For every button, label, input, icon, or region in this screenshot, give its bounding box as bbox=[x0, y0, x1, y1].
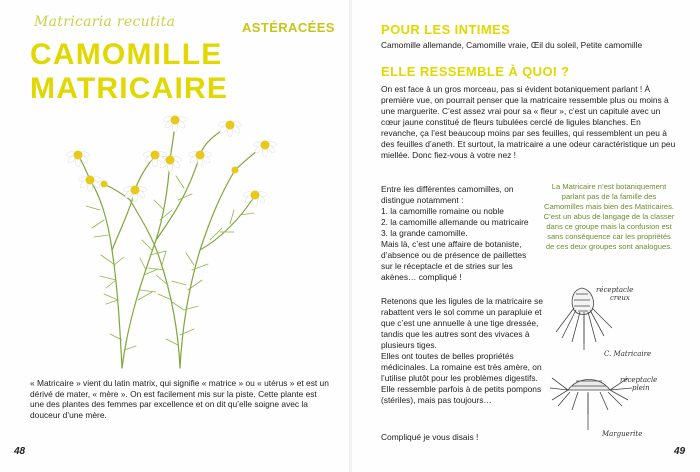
label-receptacle-creux: réceptacle creux bbox=[596, 286, 634, 302]
ligules-paragraph: Retenons que les ligules de la matricaire se rabattent vers le sol comme un parapluie et que c’est une annuelle à une tige dressée, tandis que les autres sont des vivaces à plusieurs tiges. bbox=[381, 296, 544, 350]
label-receptacle-plein: réceptacle plein bbox=[620, 376, 658, 392]
book-gutter bbox=[349, 0, 352, 472]
camomilles-intro: Entre les différentes camomilles, on distingue notamment : bbox=[381, 184, 514, 205]
camomilles-section bbox=[381, 184, 531, 283]
list-item: 2. la camomille allemande ou matricaire bbox=[381, 217, 529, 227]
ressemble-text: On est face à un gros morceau, pas si évident botaniquement parlant ! À première vue, on pourrait penser que la matricaire ressemble plus ou moins à une marguerite. C’est assez vrai pour sa « fleur », c’est un capitule avec un cœur jaune constitué de fleurs tubulées cerclé de ligules blanches. En revanche, ça l’est beaucoup moins par ses feuilles, qui ressemblent un peu à des feuilles d’aneth. Et surtout, la matricaire a une odeur caractéristique un peu miellée. Donc fiez-vous à votre nez ! bbox=[381, 84, 676, 160]
title-line-1: CAMOMILLE bbox=[30, 38, 223, 71]
intro-paragraph: « Matricaire » vient du latin matrix, qui signifie « matrice » ou « utérus » et est un dérivé de mater, « mère ». On est facilement mis sur la piste. Cette plante est une des plantes des femmes par excellence et on dit qu’elle soigne avec la douceur d’une mère. bbox=[30, 378, 329, 420]
sidebar-note: La Matricaire n’est botaniquement parlant pas de la famille des Camomilles mais bien des Matricaires. C’est un abus de langage de la classer dans ce groupe mais la confusion est sans conséquence car les propriétés de ces deux groupes sont analogues. bbox=[543, 182, 675, 251]
title-line-2: MATRICAIRE bbox=[30, 72, 229, 105]
plant-family: ASTÉRACÉES bbox=[242, 20, 335, 35]
heading-ressemble: ELLE RESSEMBLE À QUOI ? bbox=[381, 64, 570, 79]
proprietes-paragraph: Elles ont toutes de belles propriétés médicinales. La romaine est très amère, on l’utilise plutôt pour les problèmes digestifs. Elle ressemble parfois à de petits pompons (stériles), mais pas toujours… bbox=[381, 351, 542, 405]
ligules-proprietes bbox=[381, 296, 543, 406]
list-item: 3. la grande camomille. bbox=[381, 228, 468, 238]
page-number-right: 49 bbox=[674, 446, 686, 457]
camomilles-outro: Mais là, c’est une affaire de botaniste, d’absence ou de présence de paillettes sur le réceptacle et de stries sur les akènes… compliqué ! bbox=[381, 239, 527, 282]
label-marguerite: Marguerite bbox=[602, 430, 643, 438]
latin-name: Matricaria recutita bbox=[34, 14, 176, 30]
page-title bbox=[30, 38, 228, 106]
conclusion: Compliqué je vous disais ! bbox=[381, 432, 479, 442]
heading-intimes: POUR LES INTIMES bbox=[381, 22, 511, 37]
page-number-left: 48 bbox=[14, 446, 26, 457]
chamomile-illustration bbox=[60, 100, 290, 370]
list-item: 1. la camomille romaine ou noble bbox=[381, 206, 504, 216]
label-matricaire: C. Matricaire bbox=[604, 350, 652, 358]
intimes-text: Camomille allemande, Camomille vraie, Œil du soleil, Petite camomille bbox=[381, 40, 643, 50]
